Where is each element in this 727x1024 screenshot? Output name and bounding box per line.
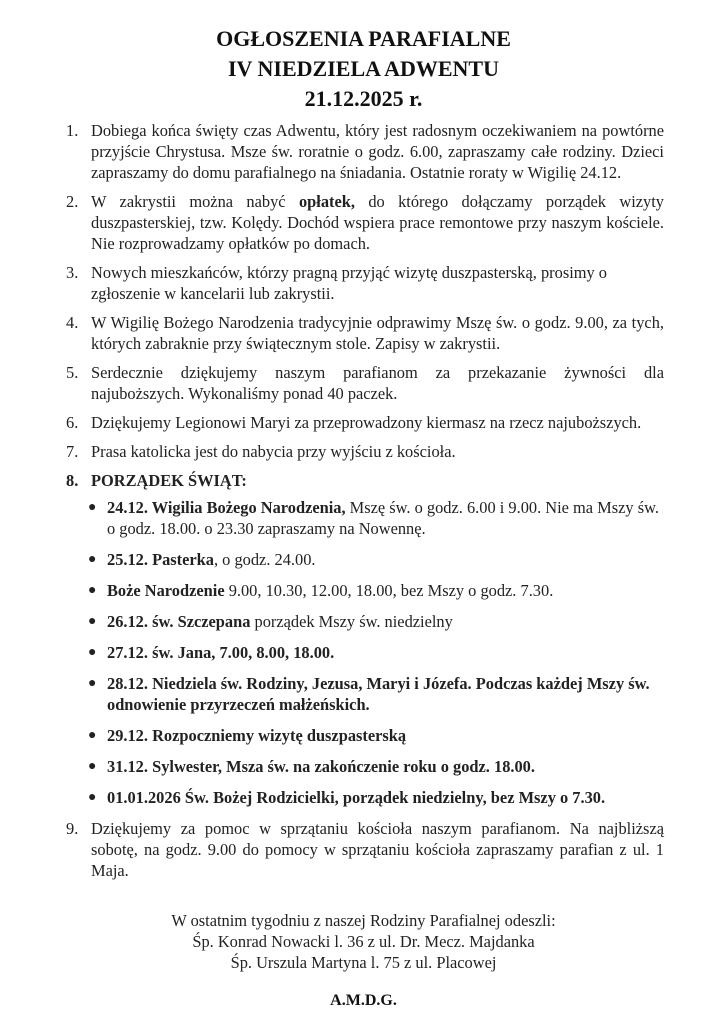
holiday-item <box>88 580 664 601</box>
item-text: Serdecznie dziękujemy naszym parafianom za przekazanie żywności dla najuboższych. Wykonaliśmy ponad 40 paczek. <box>91 363 664 403</box>
item-text: Dziękujemy za pomoc w sprzątaniu kościoła naszym parafianom. Na najbliższą sobotę, na godz. 9.00 do pomocy w sprzątaniu kościoła zapraszamy parafian z ul. 1 Maja. <box>91 819 664 880</box>
holiday-schedule-heading: PORZĄDEK ŚWIĄT: <box>91 471 247 490</box>
item-text: Dobiega końca święty czas Adwentu, który jest radosnym oczekiwaniem na powtórne przyjście Chrystusa. Msze św. roratnie o godz. 6.00, zapraszamy całe rodziny. Dzieci zapraszamy do domu parafialnego na śniadania. Ostatnie roraty w Wigilię 24.12. <box>91 121 664 182</box>
closing-motto: A.M.D.G. <box>330 992 397 1009</box>
holiday-item <box>88 787 664 808</box>
item-number: 4. <box>66 313 79 332</box>
page-date: 21.12.2025 r. <box>304 86 423 111</box>
bullet-icon: ● <box>88 759 97 774</box>
holiday-title: 27.12. św. Jana, 7.00, 8.00, 18.00. <box>107 643 335 662</box>
holiday-details: Mszę św. o godz. 6.00 i 9.00. Nie ma Mszy św. o godz. 18.00. o 23.30 zapraszamy na Nowennę. <box>107 498 659 538</box>
bullet-icon: ● <box>88 645 97 660</box>
holiday-details: 9.00, 10.30, 12.00, 18.00, bez Mszy o godz. 7.30. <box>224 581 554 600</box>
item-number: 2. <box>66 192 79 211</box>
item-text-part: W zakrystii można nabyć <box>91 192 299 211</box>
holiday-schedule-list <box>88 497 664 808</box>
holiday-title: 24.12. Wigilia Bożego Narodzenia, <box>107 498 346 517</box>
holiday-item <box>88 673 664 715</box>
announcement-item <box>66 312 664 354</box>
bullet-icon: ● <box>88 552 97 567</box>
announcement-item <box>66 412 664 433</box>
bullet-icon: ● <box>88 614 97 629</box>
bullet-icon: ● <box>88 790 97 805</box>
announcement-item <box>66 191 664 254</box>
holiday-item <box>88 549 664 570</box>
item-number: 9. <box>66 819 79 838</box>
obituary-section <box>0 910 727 973</box>
item-text: Dziękujemy Legionowi Maryi za przeprowadzony kiermasz na rzecz najuboższych. <box>91 413 642 432</box>
announcements-header <box>0 24 727 114</box>
item-text: Nowych mieszkańców, którzy pragną przyjąć wizytę duszpasterską, prosimy o zgłoszenie w kancelarii lub zakrystii. <box>91 263 607 303</box>
holiday-item <box>88 497 664 539</box>
holiday-item <box>88 756 664 777</box>
item-text: W Wigilię Bożego Narodzenia tradycyjnie odprawimy Mszę św. o godz. 9.00, za tych, których zabraknie przy świątecznym stole. Zapisy w zakrystii. <box>91 313 664 353</box>
announcement-item <box>66 262 664 304</box>
item-number: 6. <box>66 413 79 432</box>
item-text-bold: opłatek, <box>298 192 355 211</box>
holiday-title: 25.12. Pasterka <box>107 550 214 569</box>
item-text-part: do którego dołączamy porządek wizyty duszpasterskiej, tzw. Kolędy. Dochód wspiera prace remontowe przy naszym kościele. Nie rozprowadzamy opłatków po domach. <box>91 192 664 253</box>
holiday-title: 31.12. Sylwester, Msza św. na zakończenie roku o godz. 18.00. <box>107 757 535 776</box>
item-number: 5. <box>66 363 79 382</box>
announcements-list <box>66 120 664 889</box>
bullet-icon: ● <box>88 583 97 598</box>
obituary-entry: Śp. Urszula Martyna l. 75 z ul. Placowej <box>230 953 497 972</box>
holiday-item <box>88 611 664 632</box>
page-title: OGŁOSZENIA PARAFIALNE <box>216 26 511 51</box>
bullet-icon: ● <box>88 500 97 515</box>
announcement-item <box>66 441 664 462</box>
announcement-item-holidays <box>66 470 664 491</box>
holiday-title: 01.01.2026 Św. Bożej Rodzicielki, porządek niedzielny, bez Mszy o 7.30. <box>107 788 606 807</box>
holiday-item <box>88 642 664 663</box>
obituary-entry: Śp. Konrad Nowacki l. 36 z ul. Dr. Mecz. Majdanka <box>192 932 535 951</box>
item-text: Prasa katolicka jest do nabycia przy wyjściu z kościoła. <box>91 442 456 461</box>
item-number: 8. <box>66 471 79 490</box>
item-text <box>91 191 664 254</box>
item-number: 1. <box>66 121 79 140</box>
item-number: 3. <box>66 263 79 282</box>
holiday-details: porządek Mszy św. niedzielny <box>250 612 453 631</box>
holiday-title: 29.12. Rozpoczniemy wizytę duszpasterską <box>107 726 407 745</box>
holiday-item <box>88 725 664 746</box>
page-subtitle: IV NIEDZIELA ADWENTU <box>227 56 499 81</box>
holiday-title: Boże Narodzenie <box>107 581 225 600</box>
holiday-title: 26.12. św. Szczepana <box>107 612 251 631</box>
holiday-details: , o godz. 24.00. <box>213 550 316 569</box>
announcement-item <box>66 362 664 404</box>
holiday-title: 28.12. Niedziela św. Rodziny, Jezusa, Maryi i Józefa. Podczas każdej Mszy św. odnowienie przyrzeczeń małżeńskich. <box>107 674 650 714</box>
bullet-icon: ● <box>88 676 97 691</box>
item-number: 7. <box>66 442 79 461</box>
bullet-icon: ● <box>88 728 97 743</box>
announcement-item <box>66 120 664 183</box>
announcement-item <box>66 818 664 881</box>
obituary-intro: W ostatnim tygodniu z naszej Rodziny Parafialnej odeszli: <box>171 911 556 930</box>
